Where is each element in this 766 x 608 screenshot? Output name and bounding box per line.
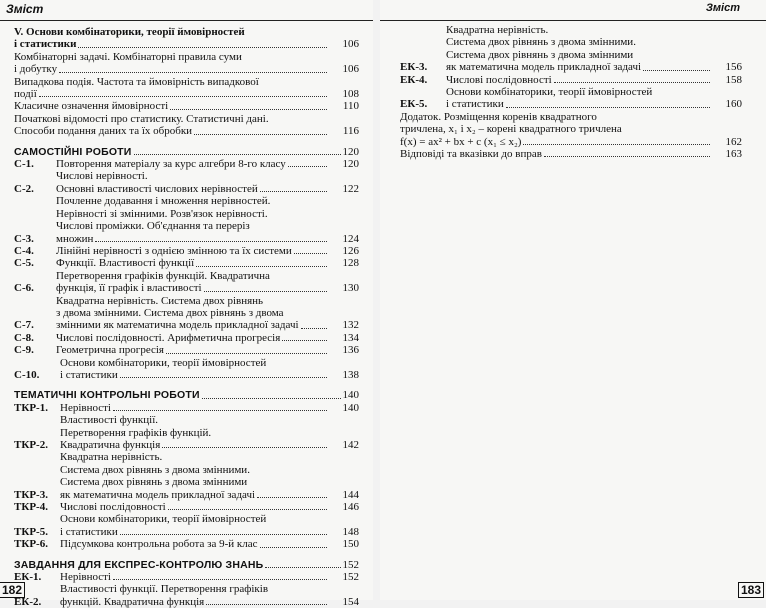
entry-code: С-10. [14, 368, 40, 381]
entry-line-text: як математична модель прикладної задачі [60, 488, 256, 501]
section-gap [14, 551, 359, 559]
entry-title [14, 26, 359, 51]
toc-entry [14, 113, 359, 125]
dot-leader [294, 245, 327, 254]
dot-leader [544, 148, 710, 157]
entry-code: ТКР-5. [14, 525, 48, 538]
dot-leader [643, 61, 710, 70]
entry-title [14, 51, 359, 76]
toc-entry [14, 344, 359, 356]
entry-line-text: Функції. Властивості функції [56, 257, 195, 270]
entry-line-text: Числові послідовності [60, 501, 166, 514]
entry-line-text: Підсумкова контрольна робота за 9-й клас [60, 538, 258, 551]
toc-section-heading [14, 559, 359, 571]
entry-line: Комбінаторні задачі. Комбінаторні правила суми [14, 50, 242, 63]
entry-page-number: 162 [725, 135, 742, 148]
entry-page-number: 160 [725, 98, 742, 111]
toc-section-heading [14, 146, 359, 158]
entry-page-number: 144 [342, 488, 359, 501]
dot-leader [120, 369, 327, 378]
entry-page-number: 148 [342, 525, 359, 538]
entry-page-number: 146 [342, 501, 359, 514]
toc-entry [14, 195, 359, 245]
entry-line [56, 158, 329, 170]
left-table-of-contents [14, 26, 359, 608]
dot-leader [265, 567, 340, 568]
section-title: САМОСТІЙНІ РОБОТИ [14, 145, 132, 158]
entry-line: тричлена, x₁ і x₂ – корені квадратного тричлена [400, 123, 622, 136]
entry-code: С-5. [14, 257, 34, 270]
entry-line [60, 596, 329, 608]
entry-title [56, 158, 359, 170]
toc-entry [14, 270, 359, 295]
entry-line-text: Числові послідовності. Арифметична прогресія [56, 331, 281, 344]
entry-line: Випадкова подія. Частота та ймовірність випадкової [14, 75, 259, 88]
entry-title [60, 501, 359, 513]
entry-line-text: Способи подання даних та їх обробки [14, 125, 193, 138]
entry-line: Квадратна нерівність. [446, 24, 549, 36]
entry-page-number: 132 [342, 319, 359, 332]
toc-entry [400, 24, 742, 74]
right-page [380, 0, 766, 600]
entry-line [56, 332, 329, 344]
entry-line [60, 369, 329, 381]
entry-line [56, 183, 329, 195]
entry-line [14, 63, 329, 75]
dot-leader [113, 402, 327, 411]
entry-code: ТКР-4. [14, 501, 48, 514]
entry-title [60, 414, 359, 451]
entry-page-number: 152 [342, 571, 359, 584]
entry-code: С-9. [14, 344, 34, 357]
toc-entry [14, 170, 359, 195]
dot-leader [523, 136, 710, 145]
entry-title [446, 74, 742, 86]
entry-line-text: Квадратична функція [60, 439, 161, 451]
dot-leader [120, 526, 327, 535]
toc-entry [400, 86, 742, 111]
entry-line-text: функція, її графік і властивості [56, 282, 202, 295]
section-title: ЗАВДАННЯ ДЛЯ ЕКСПРЕС-КОНТРОЛЮ ЗНАНЬ [14, 558, 264, 571]
entry-page-number: 128 [342, 257, 359, 270]
toc-entry [14, 357, 359, 382]
entry-line: Перетворення графіків функцій. Квадратична [56, 269, 270, 282]
entry-line [60, 501, 329, 513]
entry-line-text: Нерівності [60, 571, 111, 584]
entry-line-text: змінними як математична модель прикладної задачі [56, 319, 299, 332]
entry-line [60, 538, 329, 550]
entry-page-number: 156 [725, 61, 742, 74]
entry-page-number: 126 [342, 244, 359, 257]
entry-line [60, 489, 329, 501]
toc-entry [14, 538, 359, 550]
entry-line [60, 439, 329, 451]
entry-page-number: 140 [342, 401, 359, 414]
entry-title [14, 125, 359, 137]
entry-line-text: і добутку [14, 63, 58, 76]
entry-line-text: події [14, 88, 37, 101]
section-title: ТЕМАТИЧНІ КОНТРОЛЬНІ РОБОТИ [14, 389, 200, 402]
entry-page-number: 108 [342, 88, 359, 101]
dot-leader [554, 74, 710, 83]
toc-entry [14, 583, 359, 608]
entry-title [60, 583, 359, 608]
entry-line [60, 402, 329, 414]
entry-title [60, 451, 359, 501]
entry-code: ТКР-6. [14, 538, 48, 551]
dot-leader [260, 183, 327, 192]
entry-page-number: 122 [342, 182, 359, 195]
dot-leader [113, 571, 327, 580]
toc-entry [14, 257, 359, 269]
dot-leader [194, 125, 327, 134]
entry-title [14, 100, 359, 112]
toc-entry [14, 100, 359, 112]
left-page [0, 0, 373, 608]
entry-line-text: Повторення матеріалу за курс алгебри 8-го класу [56, 158, 286, 171]
entry-code: ЕК-2. [14, 595, 42, 608]
left-header-title: Зміст [6, 2, 44, 16]
entry-line-text: Основні властивості числових нерівностей [56, 182, 258, 195]
toc-entry [14, 451, 359, 501]
entry-line: V. Основи комбінаторики, теорії ймовірностей [14, 26, 245, 38]
toc-entry [14, 414, 359, 451]
entry-page-number: 120 [342, 158, 359, 171]
entry-title [400, 111, 742, 148]
entry-page-number: 134 [342, 331, 359, 344]
entry-code: С-4. [14, 244, 34, 257]
dot-leader [166, 344, 327, 353]
entry-title [14, 113, 359, 125]
entry-line: Початкові відомості про статистику. Статистичні дані. [14, 112, 269, 125]
toc-entry [14, 295, 359, 332]
toc-entry [14, 245, 359, 257]
entry-line-text: і статистики [60, 525, 118, 538]
entry-page-number: 142 [342, 439, 359, 451]
entry-line-text: Геометрична прогресія [56, 344, 164, 357]
entry-page-number: 150 [342, 538, 359, 551]
entry-title [446, 24, 742, 74]
dot-leader [196, 257, 327, 266]
dot-leader [288, 158, 327, 167]
entry-line: Основи комбінаторики, теорії ймовірностей [446, 86, 653, 99]
entry-code: ТКР-2. [14, 439, 48, 451]
dot-leader [282, 332, 327, 341]
entry-line-text: функцій. Квадратична функція [60, 595, 205, 608]
toc-entry [14, 26, 359, 51]
dot-leader [260, 538, 327, 547]
section-page-number: 152 [342, 558, 359, 571]
dot-leader [168, 501, 327, 510]
entry-page-number: 116 [342, 125, 359, 138]
dot-leader [78, 38, 327, 47]
entry-line: Основи комбінаторики, теорії ймовірностей [60, 513, 267, 526]
toc-section-heading [14, 389, 359, 401]
entry-line: Додаток. Розміщення коренів квадратного [400, 110, 597, 123]
entry-line: Система двох рівнянь з двома змінними [446, 48, 634, 61]
entry-title [56, 332, 359, 344]
entry-line [56, 344, 329, 356]
entry-line: Система двох рівнянь з двома змінними [60, 476, 248, 489]
entry-line [446, 74, 712, 86]
entry-line [14, 38, 329, 50]
entry-line [446, 98, 712, 110]
right-table-of-contents [400, 24, 742, 160]
toc-entry [14, 402, 359, 414]
entry-page-number: 124 [342, 232, 359, 245]
section-page-number: 140 [342, 389, 359, 402]
toc-entry [14, 513, 359, 538]
entry-line [14, 125, 329, 137]
toc-entry [14, 125, 359, 137]
entry-title [56, 257, 359, 269]
entry-line-text: і статистики [14, 38, 77, 51]
entry-line-text: Лінійні нерівності з однією змінною та їх системи [56, 244, 292, 257]
toc-entry [14, 51, 359, 76]
entry-line [60, 571, 329, 583]
toc-entry [14, 571, 359, 583]
dot-leader [257, 489, 327, 498]
entry-line-text: і статистики [446, 98, 504, 111]
entry-code: С-3. [14, 232, 34, 245]
left-page-number: 182 [0, 582, 25, 598]
entry-line: Нерівності зі змінними. Розв'язок нерівності. [56, 207, 268, 220]
entry-title [60, 538, 359, 550]
entry-line: Перетворення графіків функцій. [60, 426, 212, 439]
entry-line: Квадратна нерівність. Система двох рівнянь [56, 294, 264, 307]
entry-code: С-6. [14, 282, 34, 295]
entry-line [56, 233, 329, 245]
entry-line [14, 100, 329, 112]
dot-leader [162, 439, 327, 448]
entry-code: ЕК-5. [400, 98, 428, 111]
entry-code: ЕК-3. [400, 61, 428, 74]
entry-line: Система двох рівнянь з двома змінними. [60, 463, 250, 476]
dot-leader [506, 98, 710, 107]
right-page-number: 183 [738, 582, 764, 598]
entry-title [14, 76, 359, 101]
toc-entry [14, 158, 359, 170]
entry-line: Властивості функції. Перетворення графіків [60, 583, 269, 596]
dot-leader [39, 88, 327, 97]
entry-line [14, 88, 329, 100]
entry-title [56, 270, 359, 295]
toc-entry [14, 332, 359, 344]
entry-line-text: і статистики [60, 368, 118, 381]
entry-line [56, 245, 329, 257]
entry-title [56, 295, 359, 332]
entry-line [56, 319, 329, 331]
entry-code: С-2. [14, 182, 34, 195]
left-running-header [0, 0, 373, 21]
entry-line: Числові проміжки. Об'єднання та переріз [56, 220, 250, 233]
right-header-title: Зміст [705, 2, 740, 14]
entry-title [60, 571, 359, 583]
entry-line [400, 148, 712, 160]
section-gap [14, 138, 359, 146]
entry-page-number: 158 [725, 73, 742, 86]
entry-line: Квадратна нерівність. [60, 451, 163, 464]
entry-line [60, 526, 329, 538]
entry-page-number: 106 [342, 38, 359, 51]
entry-line: Почленне додавання і множення нерівностей. [56, 195, 271, 208]
right-running-header [380, 0, 766, 21]
entry-code: ЕК-4. [400, 73, 428, 86]
entry-title [400, 148, 742, 160]
section-page-number: 120 [342, 145, 359, 158]
entry-line: Числові нерівності. [56, 170, 148, 183]
entry-title [446, 86, 742, 111]
dot-leader [95, 233, 327, 242]
entry-line: Основи комбінаторики, теорії ймовірностей [60, 356, 267, 369]
entry-line-text: Відповіді та вказівки до вправ [400, 148, 542, 161]
entry-page-number: 110 [342, 100, 359, 113]
dot-leader [204, 282, 327, 291]
toc-entry [14, 501, 359, 513]
entry-code: С-8. [14, 331, 34, 344]
toc-entry [400, 111, 742, 148]
entry-line [56, 282, 329, 294]
entry-line-text: як математична модель прикладної задачі [446, 61, 642, 74]
entry-page-number: 130 [342, 282, 359, 295]
entry-line: Властивості функції. [60, 414, 159, 427]
entry-title [60, 402, 359, 414]
entry-title [56, 344, 359, 356]
dot-leader [134, 154, 341, 155]
section-gap [14, 381, 359, 389]
entry-page-number: 138 [342, 368, 359, 381]
entry-page-number: 154 [342, 595, 359, 608]
toc-entry [400, 74, 742, 86]
entry-page-number: 136 [342, 344, 359, 357]
dot-leader [202, 398, 341, 399]
entry-line-text: f(x) = ax² + bx + c (x₁ ≤ x₂) [400, 135, 522, 148]
entry-page-number: 163 [725, 148, 742, 161]
entry-line: з двома змінними. Система двох рівнянь з двома [56, 306, 284, 319]
dot-leader [206, 596, 327, 605]
entry-line [400, 136, 712, 148]
toc-entry [14, 76, 359, 101]
entry-line-text: множин [56, 232, 94, 245]
entry-title [60, 357, 359, 382]
entry-code: ТКР-1. [14, 401, 48, 414]
entry-line [446, 61, 712, 73]
entry-title [56, 195, 359, 245]
entry-line-text: Класичне означення ймовірності [14, 100, 169, 113]
entry-page-number: 106 [342, 63, 359, 76]
entry-title [56, 245, 359, 257]
entry-line-text: Числові послідовності [446, 73, 552, 86]
entry-title [56, 170, 359, 195]
dot-leader [59, 63, 327, 72]
entry-code: С-7. [14, 319, 34, 332]
dot-leader [301, 319, 327, 328]
entry-line: Система двох рівнянь з двома змінними. [446, 36, 636, 49]
entry-line-text: Нерівності [60, 401, 111, 414]
entry-code: С-1. [14, 158, 34, 171]
toc-entry [400, 148, 742, 160]
entry-code: ЕК-1. [14, 571, 42, 584]
entry-code: ТКР-3. [14, 488, 48, 501]
entry-line [56, 257, 329, 269]
entry-title [60, 513, 359, 538]
dot-leader [170, 100, 327, 109]
